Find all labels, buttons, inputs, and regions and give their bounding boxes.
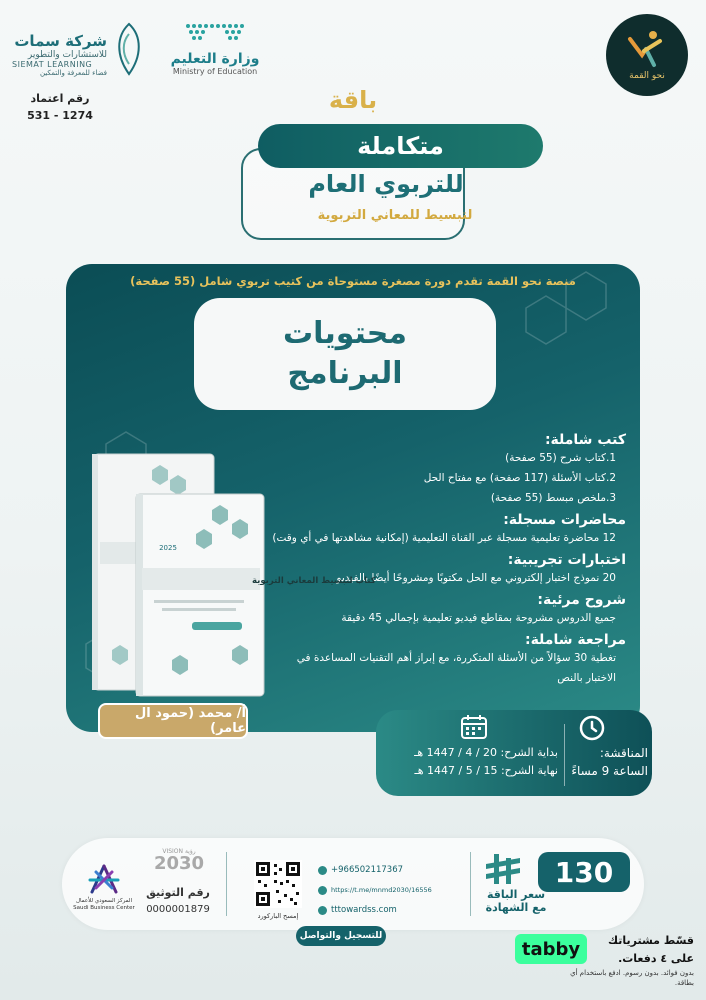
footer-divider — [226, 852, 227, 916]
title-main: للتربوي العام — [308, 170, 464, 198]
siemat-logo — [12, 32, 107, 77]
accreditation — [20, 92, 100, 122]
package-word: باقة — [328, 86, 378, 114]
start-date: بداية الشرح: 20 / 4 / 1447 هـ — [414, 746, 558, 759]
siemat-mark-icon — [112, 20, 146, 78]
section-videos — [270, 592, 626, 628]
list-item: 12 محاضرة تعليمية مسجلة عبر القناة التعليمية (إمكانية مشاهدتها في أي وقت) — [272, 532, 616, 544]
phone-number[interactable]: +966502117367 — [331, 865, 404, 875]
end-date: نهاية الشرح: 15 / 5 / 1447 هـ — [414, 764, 558, 777]
book-mockup — [92, 450, 376, 700]
vision-year: 2030 — [153, 853, 205, 874]
siemat-name: شركة سمات — [14, 32, 107, 50]
tabby-note: بدون فوائد. بدون رسوم. ادفع باستخدام أي بطاقة. — [570, 969, 694, 987]
accreditation-label: رقم اعتماد — [30, 92, 90, 105]
list-item: تغطية 30 سؤالاً من الأسئلة المتكررة، مع إبراز أهم التقنيات المساعدة في الاختبار بالنص — [296, 652, 616, 684]
whatsapp-icon — [318, 866, 327, 875]
tabby-installments: على ٤ دفعات. — [618, 952, 694, 965]
phone-row[interactable] — [318, 860, 468, 880]
vision-2030-logo — [148, 848, 210, 882]
section-title: محاضرات مسجلة: — [503, 512, 626, 528]
schedule-divider — [564, 724, 565, 786]
title-pill: متكاملة — [258, 124, 543, 168]
discussion-time: الساعة 9 مساءً — [571, 764, 648, 778]
section-books — [270, 432, 626, 508]
tabby-logo: tabby — [515, 934, 587, 964]
register-button[interactable]: للتسجيل والتواصل — [296, 926, 386, 946]
globe-icon — [318, 906, 327, 915]
section-review — [270, 632, 626, 688]
book-title: كتاب لتبسيط المعاني التربوية — [252, 576, 376, 586]
telegram-row[interactable] — [318, 880, 468, 900]
dates-info — [384, 744, 558, 780]
documentation-number: 0000001879 — [146, 904, 210, 915]
section-title: شروح مرئية: — [537, 592, 626, 608]
book-year: 2025 — [159, 544, 177, 552]
tabby-headline: قسّط مشترياتك — [608, 934, 694, 947]
price-value: 130 — [538, 852, 630, 892]
telegram-icon — [318, 886, 327, 895]
section-title: مراجعة شاملة: — [524, 632, 626, 648]
section-lectures — [270, 512, 626, 548]
ministry-logo — [160, 20, 270, 82]
price-label — [478, 888, 554, 914]
siemat-subtitle: للاستشارات والتطوير — [27, 50, 107, 60]
qr-code-icon[interactable] — [254, 860, 302, 908]
discussion-info — [568, 744, 648, 780]
qr-caption: إمسح الباركورد — [257, 912, 299, 920]
telegram-link[interactable]: https://t.me/mnmd2030/16556 — [331, 886, 432, 894]
section-title: كتب شاملة: — [544, 432, 626, 448]
siemat-name-en: SIEMAT LEARNING — [12, 60, 93, 69]
program-intro: منصة نحو القمة تقدم دورة مصغرة مستوحاة من كتيب تربوي شامل (55 صفحة) — [130, 274, 576, 288]
title-subtitle: لتبسيط للمعاني التربوية — [317, 208, 473, 223]
price-label-line2: مع الشهادة — [485, 901, 547, 914]
contents-heading-line2: البرنامج — [287, 356, 403, 391]
list-item: 3.ملخص مبسط (55 صفحة) — [490, 492, 616, 504]
riyal-currency-icon — [484, 850, 524, 890]
section-title: اختبارات تجريبية: — [507, 552, 626, 568]
siemat-tagline: فضاء للمعرفة والتمكين — [39, 69, 107, 77]
website-row[interactable] — [318, 900, 468, 920]
contents-heading — [194, 298, 496, 410]
contents-heading-line1: محتويات — [283, 316, 407, 351]
calendar-icon — [460, 714, 488, 740]
brand-logo — [606, 14, 688, 96]
ministry-name-en: Ministry of Education — [172, 67, 258, 76]
list-item: 2.كتاب الأسئلة (117 صفحة) مع مفتاح الحل — [423, 472, 616, 484]
climber-logo-icon — [624, 29, 670, 67]
documentation-label: رقم التوثيق — [146, 886, 210, 899]
author-badge: أ/ محمد (حمود ال عامر) — [98, 703, 248, 739]
saudi-business-center-caption: المركز السعودي للأعمال Saudi Business Center — [73, 898, 135, 911]
price-label-line1: سعر الباقة — [486, 888, 546, 901]
brand-caption: نحو القمة — [629, 71, 665, 81]
ministry-dots-icon — [180, 20, 250, 44]
list-item: جميع الدروس مشروحة بمقاطع فيديو تعليمية بإجمالي 45 دقيقة — [341, 612, 616, 624]
ministry-name: وزارة التعليم — [170, 51, 260, 67]
clock-icon — [578, 714, 606, 742]
discussion-label: المناقشة: — [599, 746, 648, 760]
accreditation-number: 531 - 1274 — [27, 109, 93, 122]
list-item: 1.كتاب شرح (55 صفحة) — [505, 452, 616, 464]
vision-label: VISION رؤية — [162, 848, 196, 855]
saudi-business-center-icon — [84, 862, 124, 896]
footer-divider — [470, 852, 471, 916]
list-item: 20 نموذج اختبار إلكتروني مع الحل مكتوبًا ومشروحًا أيضًا بالفيديو — [336, 572, 616, 584]
website-link[interactable]: tttowardss.com — [331, 905, 397, 915]
contact-list — [318, 860, 468, 920]
program-contents-list — [270, 428, 626, 688]
